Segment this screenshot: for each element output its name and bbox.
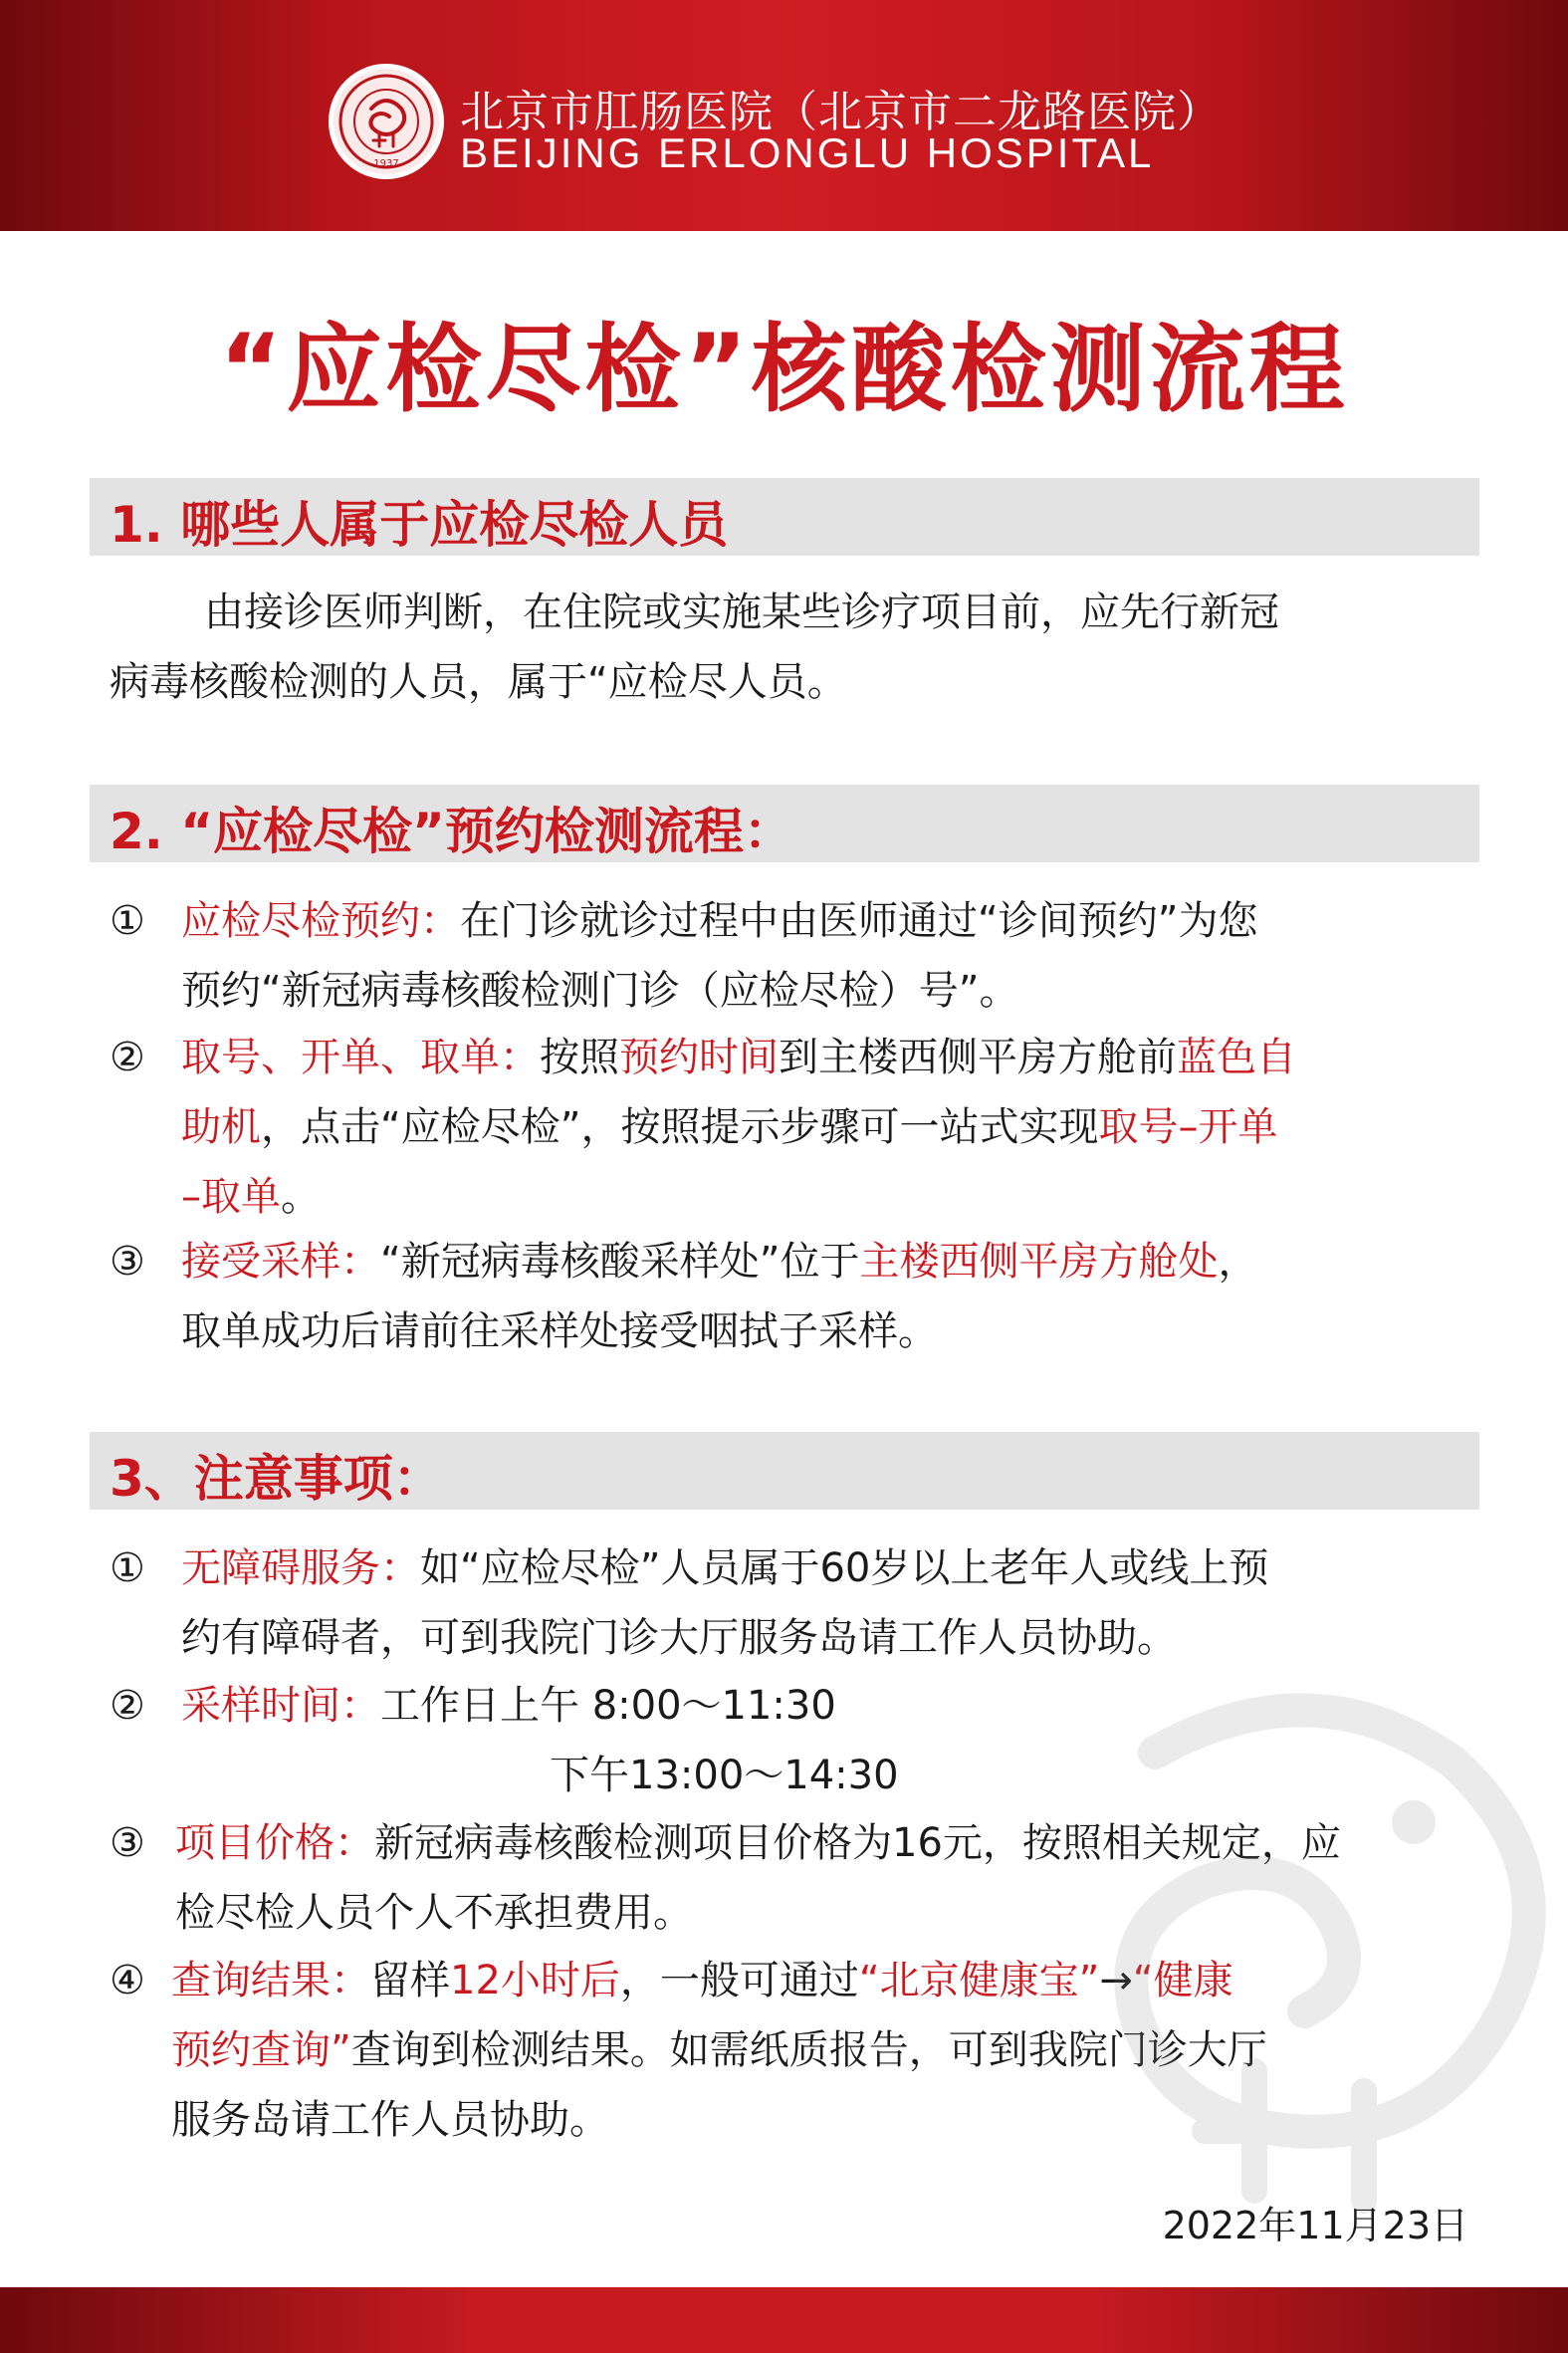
- item-text: “新冠病毒核酸采样处”位于: [380, 1239, 860, 1285]
- highlight-text: 主楼西侧平房方舱处: [859, 1239, 1219, 1285]
- highlight-text: –取单: [181, 1174, 281, 1220]
- item-text: 留样: [370, 1958, 450, 2003]
- item-number: ③: [110, 1820, 145, 1866]
- dragon-emblem-icon: [334, 69, 439, 174]
- item-number: ②: [110, 1035, 145, 1080]
- dragon-watermark-icon: [1035, 1673, 1568, 2231]
- highlight-text: 12小时后: [450, 1958, 620, 2003]
- item-label: 无障碍服务：: [181, 1545, 420, 1591]
- item-text: 在门诊就诊过程中由医师通过“诊间预约”为您: [460, 898, 1258, 944]
- page-title: “应检尽检”核酸检测流程: [219, 314, 1349, 425]
- highlight-text: 预约查询”: [171, 2027, 351, 2073]
- notice-item-1: [110, 1533, 1493, 1673]
- item-label: 取号、开单、取单：: [181, 1035, 540, 1080]
- hospital-logo: [329, 64, 444, 179]
- hospital-name-cn: 北京市肛肠医院（北京市二龙路医院）: [460, 87, 1222, 137]
- item-text: 新冠病毒核酸检测项目价格为16元，按照相关规定，应: [374, 1820, 1341, 1866]
- section-1-line-2: 病毒核酸检测的人员，属于“应检尽人员。: [110, 659, 847, 705]
- highlight-text: “北京健康宝”: [858, 1958, 1100, 2003]
- section-1-line-1: 由接诊医师判断，在住院或实施某些诊疗项目前，应先行新冠: [204, 589, 1279, 635]
- time-morning: 工作日上午 8:00～11:30: [380, 1683, 836, 1729]
- item-label: 接受采样：: [181, 1239, 380, 1285]
- highlight-text: 助机: [181, 1104, 261, 1150]
- item-text: 检尽检人员个人不承担费用。: [175, 1890, 693, 1936]
- item-text: 。: [281, 1174, 321, 1220]
- item-text: ，一般可通过: [619, 1958, 859, 2003]
- item-text: 查询到检测结果。如需纸质报告，可到我院门诊大厅: [350, 2027, 1267, 2073]
- hospital-name-en: BEIJING ERLONGLU HOSPITAL: [460, 129, 1155, 176]
- item-text: ，: [1218, 1239, 1258, 1285]
- item-text: 按照: [540, 1035, 619, 1080]
- footer-band: [0, 2287, 1568, 2353]
- item-label: 应检尽检预约：: [181, 898, 460, 944]
- highlight-text: 取号–开单: [1098, 1104, 1278, 1150]
- item-number: ①: [110, 1545, 145, 1591]
- process-item-1: [110, 886, 1493, 1026]
- time-afternoon: 下午13:00～14:30: [550, 1753, 899, 1798]
- section-3-heading: 3、注意事项：: [110, 1450, 443, 1508]
- arrow-text: →: [1099, 1958, 1133, 2003]
- item-label: 采样时间：: [181, 1683, 380, 1729]
- highlight-text: 蓝色自: [1177, 1035, 1296, 1080]
- item-number: ①: [110, 898, 145, 944]
- item-number: ④: [110, 1958, 145, 2003]
- highlight-text: “健康: [1132, 1958, 1233, 2003]
- process-item-2: [110, 1023, 1493, 1232]
- item-text: 约有障碍者，可到我院门诊大厅服务岛请工作人员协助。: [181, 1615, 1177, 1661]
- item-text: 到主楼西侧平房方舱前: [779, 1035, 1177, 1080]
- item-text: 服务岛请工作人员协助。: [171, 2097, 609, 2143]
- item-number: ③: [110, 1239, 145, 1285]
- logo-year: 1937: [373, 158, 399, 169]
- issue-date: 2022年11月23日: [1162, 2204, 1468, 2247]
- item-text: 如“应检尽检”人员属于60岁以上老年人或线上预: [420, 1545, 1269, 1591]
- item-number: ②: [110, 1683, 145, 1729]
- process-item-3: [110, 1227, 1493, 1366]
- item-text: ，点击“应检尽检”，按照提示步骤可一站式实现: [261, 1104, 1099, 1150]
- section-1-heading: 1. 哪些人属于应检尽检人员: [110, 496, 729, 554]
- item-text: 预约“新冠病毒核酸检测门诊（应检尽检）号”。: [181, 968, 1019, 1014]
- item-text: 取单成功后请前往采样处接受咽拭子采样。: [181, 1308, 938, 1354]
- section-2-heading: 2. “应检尽检”预约检测流程：: [110, 803, 793, 860]
- item-label: 查询结果：: [171, 1958, 370, 2003]
- item-label: 项目价格：: [175, 1820, 374, 1866]
- highlight-text: 预约时间: [619, 1035, 779, 1080]
